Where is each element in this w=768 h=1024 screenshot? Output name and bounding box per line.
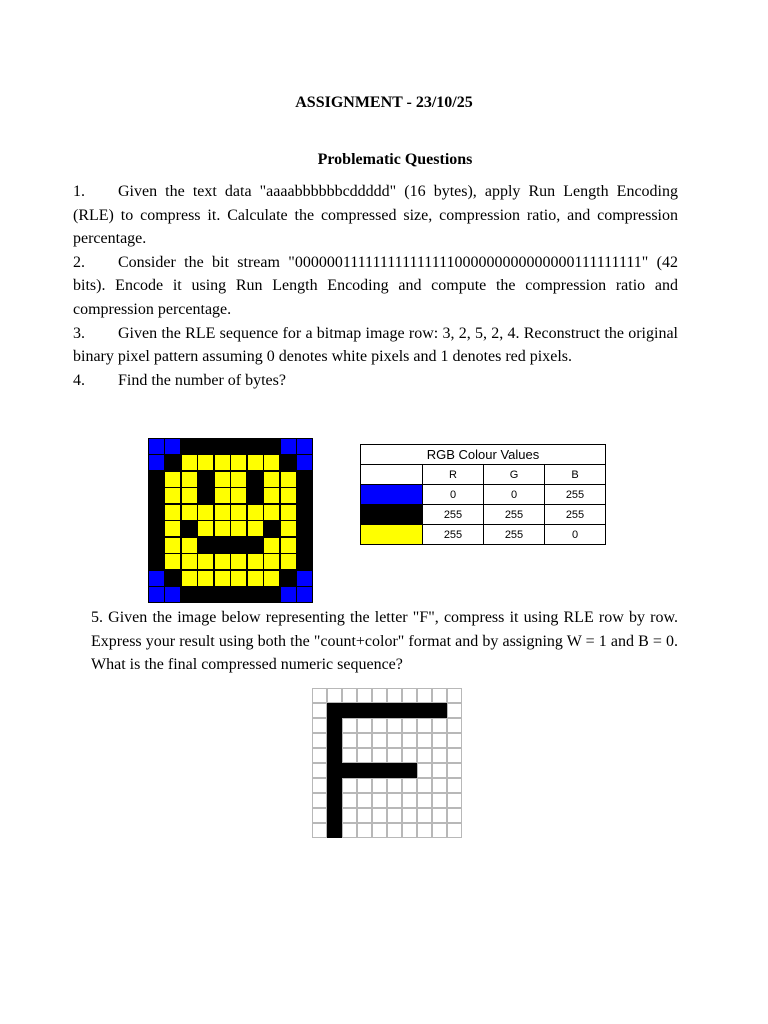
question-text: Given the RLE sequence for a bitmap image row: 3, 2, 5, 2, 4. Reconstruct the original binary pixel pattern assuming 0 denotes white pixels and 1 denotes red pixels. xyxy=(73,324,678,366)
pixel-cell xyxy=(296,520,313,537)
pixel-cell xyxy=(148,504,165,521)
pixel-cell xyxy=(357,823,372,838)
pixel-cell xyxy=(230,553,247,570)
pixel-cell xyxy=(263,570,280,587)
pixel-cell xyxy=(327,718,342,733)
pixel-cell xyxy=(181,570,198,587)
pixel-cell xyxy=(197,570,214,587)
pixel-cell xyxy=(263,471,280,488)
pixel-cell xyxy=(181,487,198,504)
pixel-cell xyxy=(342,748,357,763)
pixel-cell xyxy=(372,778,387,793)
pixel-cell xyxy=(312,808,327,823)
pixel-cell xyxy=(342,733,357,748)
question-number: 3. xyxy=(73,324,85,342)
pixel-cell xyxy=(263,454,280,471)
pixel-cell xyxy=(387,718,402,733)
pixel-cell xyxy=(372,703,387,718)
pixel-cell xyxy=(230,537,247,554)
pixel-cell xyxy=(148,520,165,537)
pixel-cell xyxy=(447,733,462,748)
pixel-cell xyxy=(280,570,297,587)
pixel-cell xyxy=(230,504,247,521)
pixel-cell xyxy=(387,688,402,703)
pixel-cell xyxy=(280,471,297,488)
pixel-cell xyxy=(327,748,342,763)
pixel-cell xyxy=(432,703,447,718)
question-4 xyxy=(73,369,678,393)
pixel-cell xyxy=(148,553,165,570)
pixel-cell xyxy=(387,748,402,763)
question-3 xyxy=(73,322,678,369)
pixel-cell xyxy=(432,793,447,808)
pixel-cell xyxy=(312,823,327,838)
pixel-cell xyxy=(327,763,342,778)
pixel-cell xyxy=(447,688,462,703)
pixel-cell xyxy=(280,504,297,521)
pixel-cell xyxy=(247,504,264,521)
pixel-cell xyxy=(357,733,372,748)
pixel-cell xyxy=(432,718,447,733)
pixel-cell xyxy=(342,688,357,703)
pixel-cell xyxy=(387,703,402,718)
pixel-cell xyxy=(447,808,462,823)
pixel-cell xyxy=(372,688,387,703)
pixel-cell xyxy=(181,520,198,537)
pixel-cell xyxy=(280,454,297,471)
pixel-cell xyxy=(402,763,417,778)
pixel-cell xyxy=(230,586,247,603)
pixel-cell xyxy=(372,733,387,748)
pixel-cell xyxy=(447,793,462,808)
pixel-cell xyxy=(417,823,432,838)
pixel-cell xyxy=(296,570,313,587)
pixel-cell xyxy=(327,793,342,808)
pixel-cell xyxy=(148,586,165,603)
pixel-cell xyxy=(263,537,280,554)
pixel-cell xyxy=(327,778,342,793)
pixel-cell xyxy=(197,537,214,554)
pixel-cell xyxy=(148,438,165,455)
header-cell xyxy=(361,465,423,485)
g-value: 255 xyxy=(484,525,545,545)
pixel-cell xyxy=(402,823,417,838)
pixel-cell xyxy=(357,793,372,808)
g-value: 255 xyxy=(484,505,545,525)
pixel-cell xyxy=(263,586,280,603)
pixel-cell xyxy=(197,504,214,521)
pixel-cell xyxy=(181,438,198,455)
pixel-cell xyxy=(447,718,462,733)
pixel-cell xyxy=(342,793,357,808)
pixel-cell xyxy=(402,703,417,718)
pixel-cell xyxy=(402,748,417,763)
pixel-cell xyxy=(247,438,264,455)
pixel-cell xyxy=(247,487,264,504)
pixel-cell xyxy=(197,471,214,488)
pixel-cell xyxy=(214,586,231,603)
pixel-cell xyxy=(247,586,264,603)
question-5: 5. Given the image below representing the letter "F", compress it using RLE row by row. Express your result using both the "count+color" format and by assigning W = 1 and B = 0. What is the final compressed numeric sequence? xyxy=(91,609,678,674)
pixel-cell xyxy=(417,718,432,733)
pixel-cell xyxy=(197,438,214,455)
table-row xyxy=(361,525,606,545)
pixel-cell xyxy=(432,763,447,778)
colour-swatch-yellow xyxy=(361,525,423,545)
pixel-cell xyxy=(263,520,280,537)
pixel-cell xyxy=(247,553,264,570)
pixel-cell xyxy=(148,570,165,587)
pixel-cell xyxy=(164,487,181,504)
pixel-cell xyxy=(432,688,447,703)
pixel-cell xyxy=(164,454,181,471)
pixel-cell xyxy=(342,823,357,838)
pixel-cell xyxy=(263,438,280,455)
pixel-cell xyxy=(197,586,214,603)
pixel-cell xyxy=(357,808,372,823)
pixel-cell xyxy=(247,454,264,471)
pixel-cell xyxy=(327,703,342,718)
pixel-cell xyxy=(181,471,198,488)
pixel-cell xyxy=(230,487,247,504)
pixel-cell xyxy=(148,471,165,488)
pixel-cell xyxy=(230,454,247,471)
pixel-cell xyxy=(372,823,387,838)
pixel-cell xyxy=(181,504,198,521)
r-value: 0 xyxy=(423,485,484,505)
pixel-cell xyxy=(447,763,462,778)
g-value: 0 xyxy=(484,485,545,505)
pixel-cell xyxy=(181,454,198,471)
question-number: 2. xyxy=(73,253,85,271)
pixel-cell xyxy=(230,471,247,488)
b-value: 0 xyxy=(545,525,606,545)
header-cell: B xyxy=(545,465,606,485)
pixel-cell xyxy=(230,570,247,587)
pixel-cell xyxy=(197,553,214,570)
pixel-cell xyxy=(417,763,432,778)
question-number: 1. xyxy=(73,183,85,200)
pixel-cell xyxy=(263,553,280,570)
pixel-cell xyxy=(296,471,313,488)
question-1 xyxy=(73,180,678,251)
pixel-cell xyxy=(312,718,327,733)
pixel-cell xyxy=(197,487,214,504)
table-row xyxy=(361,505,606,525)
question-2 xyxy=(73,251,678,322)
pixel-cell xyxy=(402,688,417,703)
pixel-cell xyxy=(214,553,231,570)
pixel-cell xyxy=(214,520,231,537)
pixel-cell xyxy=(342,808,357,823)
question-number: 4. xyxy=(73,371,85,389)
pixel-cell xyxy=(247,471,264,488)
pixel-cell xyxy=(312,748,327,763)
pixel-cell xyxy=(357,703,372,718)
pixel-cell xyxy=(296,487,313,504)
r-value: 255 xyxy=(423,505,484,525)
pixel-cell xyxy=(447,823,462,838)
pixel-cell xyxy=(372,718,387,733)
pixel-cell xyxy=(296,586,313,603)
pixel-cell xyxy=(312,763,327,778)
pixel-cell xyxy=(247,537,264,554)
pixel-cell xyxy=(387,808,402,823)
pixel-cell xyxy=(164,586,181,603)
question-list xyxy=(73,180,678,392)
pixel-cell xyxy=(164,438,181,455)
header-cell: G xyxy=(484,465,545,485)
pixel-cell xyxy=(417,733,432,748)
pixel-cell xyxy=(280,438,297,455)
pixel-cell xyxy=(417,808,432,823)
pixel-cell xyxy=(357,763,372,778)
pixel-cell xyxy=(327,688,342,703)
pixel-cell xyxy=(342,778,357,793)
pixel-cell xyxy=(387,793,402,808)
pixel-cell xyxy=(148,487,165,504)
pixel-cell xyxy=(357,748,372,763)
pixel-cell xyxy=(148,537,165,554)
pixel-cell xyxy=(402,718,417,733)
pixel-cell xyxy=(181,553,198,570)
pixel-cell xyxy=(214,487,231,504)
pixel-cell xyxy=(357,688,372,703)
pixel-cell xyxy=(296,438,313,455)
b-value: 255 xyxy=(545,505,606,525)
colour-swatch-blue xyxy=(361,485,423,505)
question-text: Given the text data "aaaabbbbbbcddddd" (16 bytes), apply Run Length Encoding (RLE) to compress it. Calculate the compressed size, compression ratio, and compression percentage. xyxy=(73,183,678,248)
pixel-cell xyxy=(214,537,231,554)
pixel-cell xyxy=(432,778,447,793)
pixel-cell xyxy=(387,823,402,838)
pixel-cell xyxy=(342,703,357,718)
pixel-cell xyxy=(280,586,297,603)
pixel-cell xyxy=(197,520,214,537)
question-text: Find the number of bytes? xyxy=(118,371,286,389)
pixel-cell xyxy=(372,808,387,823)
pixel-cell xyxy=(432,748,447,763)
pixel-cell xyxy=(280,487,297,504)
pixel-cell xyxy=(181,537,198,554)
pixel-cell xyxy=(312,793,327,808)
table-header-row xyxy=(361,465,606,485)
pixel-cell xyxy=(148,454,165,471)
pixel-cell xyxy=(417,778,432,793)
pixel-cell xyxy=(402,793,417,808)
pixel-cell xyxy=(417,688,432,703)
pixel-cell xyxy=(372,748,387,763)
pixel-cell xyxy=(312,703,327,718)
pixel-cell xyxy=(214,504,231,521)
pixel-cell xyxy=(327,733,342,748)
section-heading: Problematic Questions xyxy=(317,151,473,168)
pixel-cell xyxy=(296,537,313,554)
pixel-cell xyxy=(197,454,214,471)
pixel-cell xyxy=(432,823,447,838)
pixel-cell xyxy=(164,570,181,587)
pixel-cell xyxy=(372,763,387,778)
table-row xyxy=(361,485,606,505)
pixel-cell xyxy=(417,703,432,718)
pixel-cell xyxy=(357,778,372,793)
pixel-cell xyxy=(402,808,417,823)
pixel-cell xyxy=(214,570,231,587)
pixel-cell xyxy=(181,586,198,603)
r-value: 255 xyxy=(423,525,484,545)
pixel-cell xyxy=(263,487,280,504)
pixel-cell xyxy=(214,471,231,488)
pixel-cell xyxy=(387,733,402,748)
pixel-cell xyxy=(417,793,432,808)
pixel-cell xyxy=(432,808,447,823)
pixel-cell xyxy=(312,688,327,703)
pixel-cell xyxy=(263,504,280,521)
pixel-cell xyxy=(402,778,417,793)
pixel-cell xyxy=(447,748,462,763)
pixel-cell xyxy=(357,718,372,733)
pixel-cell xyxy=(280,520,297,537)
pixel-cell xyxy=(342,763,357,778)
pixel-cell xyxy=(387,763,402,778)
pixel-cell xyxy=(327,808,342,823)
pixel-cell xyxy=(164,553,181,570)
pixel-cell xyxy=(372,793,387,808)
pixel-cell xyxy=(280,553,297,570)
pixel-cell xyxy=(342,718,357,733)
pixel-cell xyxy=(312,733,327,748)
pixel-cell xyxy=(280,537,297,554)
pixel-cell xyxy=(230,438,247,455)
pixel-cell xyxy=(164,520,181,537)
colour-swatch-black xyxy=(361,505,423,525)
header-cell: R xyxy=(423,465,484,485)
pixel-cell xyxy=(432,733,447,748)
pixel-cell xyxy=(296,553,313,570)
rgb-colour-table xyxy=(360,444,606,545)
b-value: 255 xyxy=(545,485,606,505)
pixel-cell xyxy=(417,748,432,763)
pixel-cell xyxy=(296,504,313,521)
pixel-cell xyxy=(296,454,313,471)
pixel-cell xyxy=(247,570,264,587)
pixel-cell xyxy=(164,471,181,488)
pixel-cell xyxy=(247,520,264,537)
pixel-cell xyxy=(214,454,231,471)
pixel-cell xyxy=(164,504,181,521)
table-caption: RGB Colour Values xyxy=(361,445,606,465)
pixel-cell xyxy=(387,778,402,793)
pixel-cell xyxy=(214,438,231,455)
pixel-cell xyxy=(447,703,462,718)
pixel-cell xyxy=(327,823,342,838)
pixel-cell xyxy=(164,537,181,554)
question-text: Consider the bit stream "000000111111111111111000000000000000111111111" (42 bits). Encode it using Run Length Encoding and compute the compression ratio and compression percentage. xyxy=(73,253,678,318)
pixel-cell xyxy=(447,778,462,793)
pixel-cell xyxy=(402,733,417,748)
page-title: ASSIGNMENT - 23/10/25 xyxy=(295,94,473,111)
pixel-cell xyxy=(230,520,247,537)
pixel-cell xyxy=(312,778,327,793)
